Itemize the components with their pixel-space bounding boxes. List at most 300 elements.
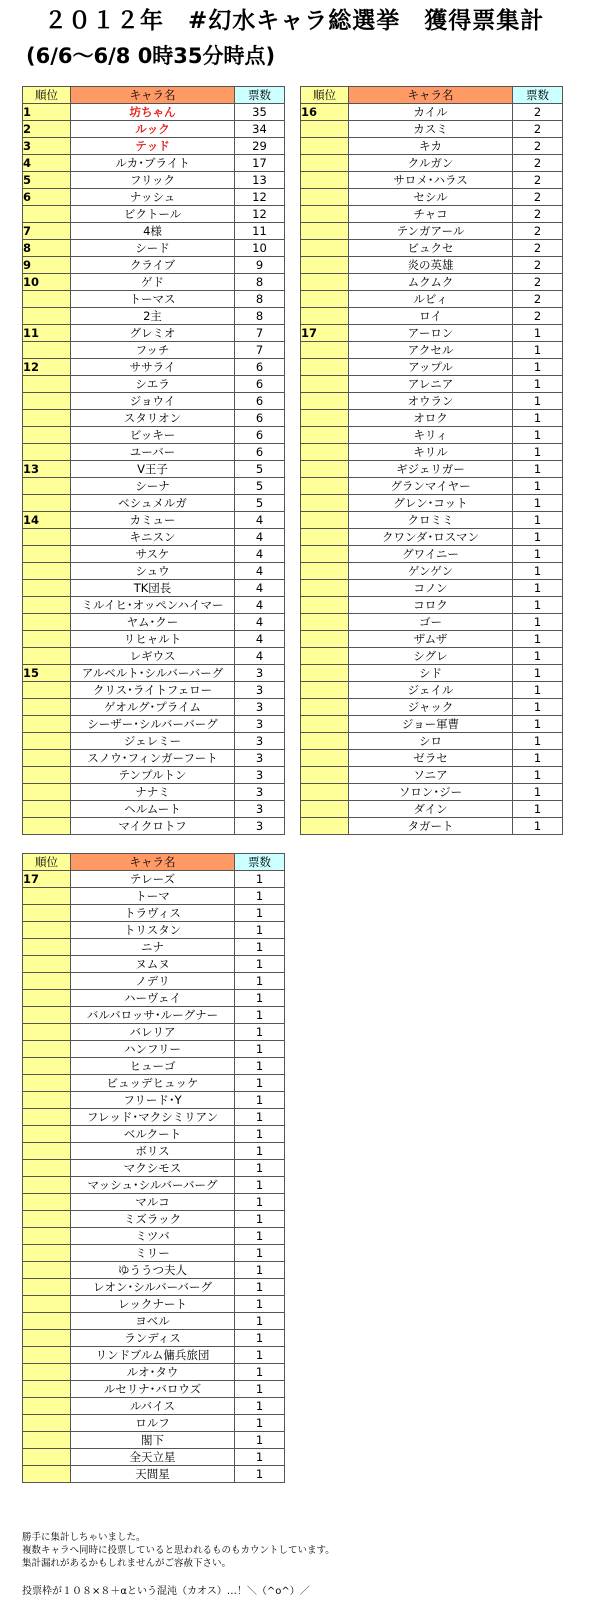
votes-cell: 1	[235, 1398, 285, 1415]
table-row	[301, 359, 563, 376]
votes-cell: 1	[235, 990, 285, 1007]
votes-cell: 1	[235, 1364, 285, 1381]
name-cell: トーマス	[71, 291, 235, 308]
votes-cell: 1	[513, 801, 563, 818]
table-row	[23, 376, 285, 393]
table-row	[23, 512, 285, 529]
votes-cell: 3	[235, 733, 285, 750]
rank-cell	[301, 597, 349, 614]
votes-cell: 1	[513, 665, 563, 682]
rank-cell: 7	[23, 223, 71, 240]
name-cell: ルバイス	[71, 1398, 235, 1415]
table-row	[23, 1279, 285, 1296]
rank-cell	[23, 1194, 71, 1211]
votes-cell: 17	[235, 155, 285, 172]
table-row	[23, 801, 285, 818]
votes-cell: 1	[513, 699, 563, 716]
rank-cell: 5	[23, 172, 71, 189]
table-row	[23, 1160, 285, 1177]
rank-cell	[301, 614, 349, 631]
name-cell: トラヴィス	[71, 905, 235, 922]
table-row	[301, 546, 563, 563]
rank-cell	[301, 631, 349, 648]
name-cell: ハーヴェイ	[71, 990, 235, 1007]
rank-cell	[23, 750, 71, 767]
rank-cell	[23, 1398, 71, 1415]
rank-cell	[23, 1126, 71, 1143]
name-cell: 2主	[71, 308, 235, 325]
votes-cell: 3	[235, 665, 285, 682]
name-cell: フリード･Y	[71, 1092, 235, 1109]
table-row	[23, 1398, 285, 1415]
table-row	[23, 1058, 285, 1075]
rank-cell	[301, 495, 349, 512]
name-cell: スノウ･フィンガーフート	[71, 750, 235, 767]
votes-cell: 2	[513, 308, 563, 325]
table-row	[301, 325, 563, 342]
table-row	[23, 973, 285, 990]
rank-cell	[301, 750, 349, 767]
rank-cell: 13	[23, 461, 71, 478]
table-row	[301, 172, 563, 189]
name-cell: ニナ	[71, 939, 235, 956]
name-cell: チャコ	[349, 206, 513, 223]
rank-cell	[301, 138, 349, 155]
votes-cell: 1	[513, 716, 563, 733]
votes-cell: 1	[513, 478, 563, 495]
rank-cell	[301, 733, 349, 750]
rank-cell	[301, 308, 349, 325]
rank-cell	[23, 393, 71, 410]
votes-cell: 3	[235, 818, 285, 835]
rank-cell	[23, 1228, 71, 1245]
table-row	[301, 444, 563, 461]
name-cell: レギウス	[71, 648, 235, 665]
name-cell: 閣下	[71, 1432, 235, 1449]
rank-cell: 14	[23, 512, 71, 529]
votes-cell: 1	[235, 1007, 285, 1024]
votes-cell: 2	[513, 121, 563, 138]
votes-cell: 5	[235, 478, 285, 495]
votes-cell: 1	[235, 1211, 285, 1228]
name-cell: ジョウイ	[71, 393, 235, 410]
name-cell: トリスタン	[71, 922, 235, 939]
votes-cell: 1	[513, 427, 563, 444]
name-cell: アルベルト･シルバーバーグ	[71, 665, 235, 682]
name-cell: ルオ･タウ	[71, 1364, 235, 1381]
table-row	[23, 495, 285, 512]
votes-cell: 1	[513, 495, 563, 512]
rank-cell	[301, 444, 349, 461]
table-row	[301, 257, 563, 274]
votes-cell: 4	[235, 563, 285, 580]
table-row	[23, 274, 285, 291]
votes-cell: 4	[235, 631, 285, 648]
rank-cell	[23, 1211, 71, 1228]
name-cell: タガート	[349, 818, 513, 835]
votes-cell: 3	[235, 801, 285, 818]
table-row	[23, 716, 285, 733]
table-row	[23, 939, 285, 956]
rank-cell	[301, 580, 349, 597]
votes-cell: 1	[235, 1330, 285, 1347]
table-row	[23, 478, 285, 495]
name-cell: シロ	[349, 733, 513, 750]
name-cell: クライブ	[71, 257, 235, 274]
rank-cell	[23, 291, 71, 308]
table-row	[23, 1194, 285, 1211]
votes-cell: 6	[235, 427, 285, 444]
name-cell: ビュクセ	[349, 240, 513, 257]
votes-cell: 1	[513, 614, 563, 631]
name-cell: クリス･ライトフェロー	[71, 682, 235, 699]
table-row	[23, 121, 285, 138]
table-row	[23, 1041, 285, 1058]
notes	[22, 1531, 335, 1570]
votes-cell: 7	[235, 342, 285, 359]
rank-cell	[23, 1092, 71, 1109]
votes-cell: 8	[235, 274, 285, 291]
votes-cell: 2	[513, 138, 563, 155]
table-row	[301, 206, 563, 223]
table-row	[301, 631, 563, 648]
header-votes: 票数	[235, 854, 285, 871]
header-rank: 順位	[23, 854, 71, 871]
votes-cell: 7	[235, 325, 285, 342]
rank-cell	[23, 1381, 71, 1398]
votes-cell: 3	[235, 716, 285, 733]
page-title: ２０１２年 #幻水キャラ総選挙 獲得票集計	[44, 8, 545, 34]
table-row	[301, 240, 563, 257]
table-row	[23, 1364, 285, 1381]
name-cell: バルバロッサ･ルーグナー	[71, 1007, 235, 1024]
rank-cell	[301, 563, 349, 580]
votes-cell: 1	[235, 1109, 285, 1126]
table-row	[23, 1347, 285, 1364]
rank-cell	[23, 922, 71, 939]
table-row	[301, 155, 563, 172]
table-row	[23, 580, 285, 597]
name-cell: ジェレミー	[71, 733, 235, 750]
table-row	[23, 1109, 285, 1126]
name-cell: テレーズ	[71, 871, 235, 888]
name-cell: ゲド	[71, 274, 235, 291]
rank-cell	[23, 1330, 71, 1347]
name-cell: マッシュ･シルバーバーグ	[71, 1177, 235, 1194]
table-row	[23, 1143, 285, 1160]
votes-cell: 1	[513, 767, 563, 784]
votes-cell: 3	[235, 767, 285, 784]
table-row	[23, 1330, 285, 1347]
name-cell: ゼラセ	[349, 750, 513, 767]
rank-cell	[301, 461, 349, 478]
name-cell: シード	[71, 240, 235, 257]
table-row	[301, 750, 563, 767]
name-cell: ヌムヌ	[71, 956, 235, 973]
table-row	[23, 1228, 285, 1245]
votes-cell: 2	[513, 291, 563, 308]
votes-cell: 1	[513, 393, 563, 410]
votes-cell: 8	[235, 308, 285, 325]
votes-cell: 1	[235, 1432, 285, 1449]
name-cell: ゲンゲン	[349, 563, 513, 580]
table-row	[23, 546, 285, 563]
votes-cell: 1	[235, 973, 285, 990]
rank-cell	[23, 1415, 71, 1432]
table-row	[301, 648, 563, 665]
table-row	[23, 1466, 285, 1483]
rank-cell	[23, 563, 71, 580]
name-cell: キリル	[349, 444, 513, 461]
table-row	[23, 767, 285, 784]
header-votes: 票数	[235, 87, 285, 104]
table-row	[301, 410, 563, 427]
rank-cell	[23, 1041, 71, 1058]
table-row	[23, 155, 285, 172]
note-line: 勝手に集計しちゃいました。	[22, 1532, 146, 1543]
table-row	[301, 478, 563, 495]
table-row	[301, 580, 563, 597]
rank-cell	[23, 1262, 71, 1279]
name-cell: フッチ	[71, 342, 235, 359]
rank-cell	[23, 427, 71, 444]
name-cell: ササライ	[71, 359, 235, 376]
rank-cell	[301, 529, 349, 546]
name-cell: ジャック	[349, 699, 513, 716]
votes-cell: 8	[235, 291, 285, 308]
votes-cell: 3	[235, 682, 285, 699]
name-cell: テッド	[71, 138, 235, 155]
note-line: 複数キャラへ同時に投票していると思われるものもカウントしています。	[22, 1545, 335, 1556]
header-name: キャラ名	[71, 854, 235, 871]
rank-cell	[301, 257, 349, 274]
votes-cell: 6	[235, 359, 285, 376]
table-row	[301, 223, 563, 240]
table-row	[301, 104, 563, 121]
table-row	[301, 614, 563, 631]
table-row	[301, 801, 563, 818]
rank-cell: 17	[23, 871, 71, 888]
name-cell: V王子	[71, 461, 235, 478]
rank-cell	[301, 189, 349, 206]
name-cell: クワンダ･ロスマン	[349, 529, 513, 546]
votes-cell: 1	[235, 1449, 285, 1466]
votes-cell: 29	[235, 138, 285, 155]
votes-cell: 1	[513, 342, 563, 359]
rank-cell	[301, 784, 349, 801]
votes-cell: 1	[513, 563, 563, 580]
name-cell: レオン･シルバーバーグ	[71, 1279, 235, 1296]
table-row	[23, 563, 285, 580]
name-cell: ロルフ	[71, 1415, 235, 1432]
rank-cell: 9	[23, 257, 71, 274]
rank-cell: 10	[23, 274, 71, 291]
name-cell: ミルイヒ･オッペンハイマー	[71, 597, 235, 614]
table-row	[301, 427, 563, 444]
votes-cell: 1	[235, 1228, 285, 1245]
table-row	[23, 359, 285, 376]
rank-cell	[23, 1024, 71, 1041]
rank-cell	[301, 818, 349, 835]
votes-cell: 1	[513, 359, 563, 376]
name-cell: 炎の英雄	[349, 257, 513, 274]
table-row	[23, 138, 285, 155]
name-cell: キカ	[349, 138, 513, 155]
table-row	[23, 206, 285, 223]
name-cell: ハンフリー	[71, 1041, 235, 1058]
votes-cell: 1	[513, 597, 563, 614]
rank-cell	[23, 597, 71, 614]
table-row	[23, 1296, 285, 1313]
name-cell: ユーバー	[71, 444, 235, 461]
votes-cell: 1	[513, 512, 563, 529]
table-row	[23, 308, 285, 325]
table-row	[23, 393, 285, 410]
name-cell: フリック	[71, 172, 235, 189]
table-row	[301, 189, 563, 206]
table-row	[23, 614, 285, 631]
name-cell: ボリス	[71, 1143, 235, 1160]
name-cell: オウラン	[349, 393, 513, 410]
rank-cell	[301, 665, 349, 682]
name-cell: グレン･コット	[349, 495, 513, 512]
table-row	[23, 631, 285, 648]
votes-cell: 1	[513, 631, 563, 648]
table-row	[301, 716, 563, 733]
name-cell: ランディス	[71, 1330, 235, 1347]
rank-cell	[301, 121, 349, 138]
votes-cell: 2	[513, 189, 563, 206]
name-cell: カイル	[349, 104, 513, 121]
rank-cell	[301, 427, 349, 444]
votes-cell: 1	[235, 871, 285, 888]
name-cell: アップル	[349, 359, 513, 376]
rank-cell	[23, 444, 71, 461]
votes-cell: 1	[513, 818, 563, 835]
name-cell: ルセリナ･バロウズ	[71, 1381, 235, 1398]
table-row	[23, 1245, 285, 1262]
table-row	[23, 529, 285, 546]
rank-cell	[23, 1007, 71, 1024]
page-subtitle: (6/6〜6/8 0時35分時点)	[26, 44, 276, 68]
votes-cell: 1	[513, 376, 563, 393]
name-cell: フレッド･マクシミリアン	[71, 1109, 235, 1126]
footer-note: 投票枠が１０８×８＋αという混沌（カオス）…！＼（^o^）／	[22, 1586, 310, 1597]
table-row	[301, 461, 563, 478]
votes-cell: 2	[513, 104, 563, 121]
name-cell: リヒャルト	[71, 631, 235, 648]
ranking-table-2	[300, 86, 563, 835]
rank-cell	[23, 1466, 71, 1483]
rank-cell	[23, 801, 71, 818]
rank-cell	[23, 699, 71, 716]
name-cell: ソニア	[349, 767, 513, 784]
votes-cell: 1	[513, 410, 563, 427]
rank-cell	[23, 818, 71, 835]
votes-cell: 1	[235, 1262, 285, 1279]
name-cell: ミズラック	[71, 1211, 235, 1228]
rank-cell: 4	[23, 155, 71, 172]
table-row	[23, 871, 285, 888]
table-row	[301, 784, 563, 801]
table-row	[23, 1007, 285, 1024]
name-cell: ダイン	[349, 801, 513, 818]
table-row	[23, 784, 285, 801]
name-cell: シグレ	[349, 648, 513, 665]
rank-cell	[301, 478, 349, 495]
rank-cell	[23, 410, 71, 427]
votes-cell: 1	[235, 1245, 285, 1262]
table-row	[23, 733, 285, 750]
rank-cell: 3	[23, 138, 71, 155]
name-cell: グレミオ	[71, 325, 235, 342]
rank-cell	[23, 1075, 71, 1092]
table-row	[301, 682, 563, 699]
rank-cell	[301, 240, 349, 257]
table-row	[23, 922, 285, 939]
table-row	[23, 1381, 285, 1398]
rank-cell	[23, 990, 71, 1007]
name-cell: テンガアール	[349, 223, 513, 240]
votes-cell: 1	[513, 461, 563, 478]
table-row	[23, 750, 285, 767]
table-row	[23, 1432, 285, 1449]
rank-cell	[301, 512, 349, 529]
rank-cell	[23, 495, 71, 512]
rank-cell	[301, 682, 349, 699]
rank-cell	[23, 1296, 71, 1313]
table-row	[301, 138, 563, 155]
table-row	[301, 733, 563, 750]
name-cell: シーナ	[71, 478, 235, 495]
rank-cell	[23, 1432, 71, 1449]
table-row	[301, 376, 563, 393]
votes-cell: 1	[235, 905, 285, 922]
name-cell: クロミミ	[349, 512, 513, 529]
table-row	[23, 1075, 285, 1092]
rank-cell	[23, 905, 71, 922]
table-row	[301, 767, 563, 784]
rank-cell	[23, 1058, 71, 1075]
rank-cell: 12	[23, 359, 71, 376]
table-row	[23, 665, 285, 682]
votes-cell: 6	[235, 393, 285, 410]
votes-cell: 9	[235, 257, 285, 274]
votes-cell: 1	[235, 888, 285, 905]
ranking-table-3	[22, 853, 285, 1483]
rank-cell	[23, 939, 71, 956]
header-name: キャラ名	[349, 87, 513, 104]
table-row	[23, 1211, 285, 1228]
header-votes: 票数	[513, 87, 563, 104]
rank-cell	[23, 529, 71, 546]
rank-cell	[23, 546, 71, 563]
rank-cell	[301, 359, 349, 376]
name-cell: リンドブルム傭兵旅団	[71, 1347, 235, 1364]
name-cell: シド	[349, 665, 513, 682]
votes-cell: 1	[235, 1313, 285, 1330]
header-name: キャラ名	[71, 87, 235, 104]
votes-cell: 5	[235, 495, 285, 512]
name-cell: コノン	[349, 580, 513, 597]
name-cell: ヨベル	[71, 1313, 235, 1330]
votes-cell: 4	[235, 529, 285, 546]
name-cell: マイクロトフ	[71, 818, 235, 835]
table-row	[301, 495, 563, 512]
rank-cell	[23, 1347, 71, 1364]
votes-cell: 2	[513, 240, 563, 257]
rank-cell	[23, 580, 71, 597]
